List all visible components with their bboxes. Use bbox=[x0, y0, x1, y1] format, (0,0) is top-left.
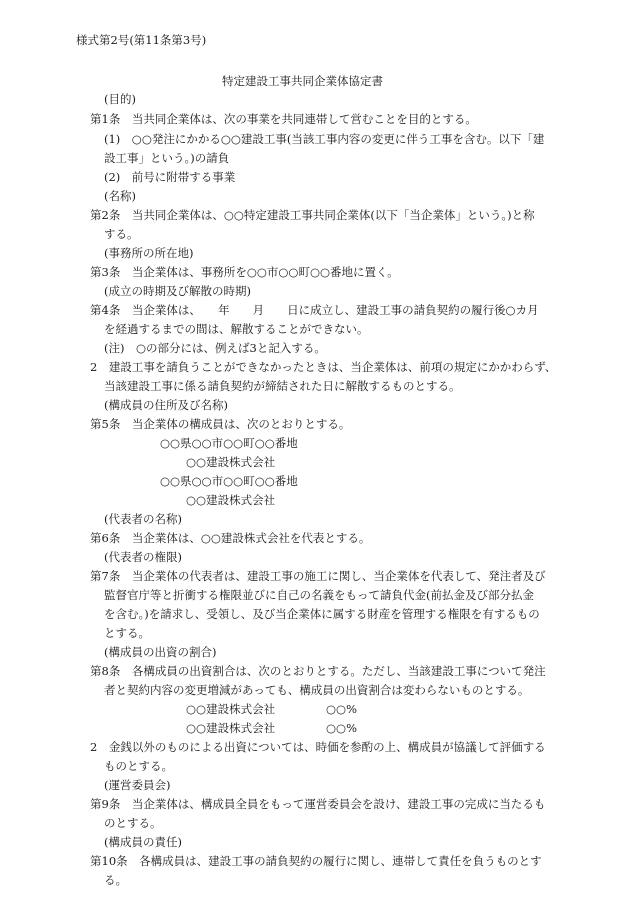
caption-responsibility: (構成員の責任) bbox=[104, 835, 182, 849]
article-4-note: (注) ○の部分には、例えば3と記入する。 bbox=[104, 341, 326, 355]
article-1: 第1条 当共同企業体は、次の事業を共同連帯して営むことを目的とする。 bbox=[90, 112, 477, 126]
investment-share-1: ○○% bbox=[326, 702, 357, 716]
article-7-cont-1: 監督官庁等と折衝する権限並びに自己の名義をもって請負代金(前払金及び部分払金 bbox=[104, 588, 534, 602]
article-1-item-1: (1) ○○発注にかかる○○建設工事(当該工事内容の変更に伴う工事を含む。以下「建 bbox=[104, 132, 545, 146]
article-5: 第5条 当企業体の構成員は、次のとおりとする。 bbox=[90, 417, 351, 431]
caption-office: (事務所の所在地) bbox=[104, 246, 194, 260]
article-4-para-2-cont: 当該建設工事に係る請負契約が締結された日に解散するものとする。 bbox=[104, 379, 461, 393]
member-2-address: ○○県○○市○○町○○番地 bbox=[160, 474, 298, 488]
article-9-cont: のとする。 bbox=[104, 816, 162, 830]
caption-name: (名称) bbox=[104, 189, 136, 203]
article-8-para-2: 2 金銭以外のものによる出資については、時価を参酌の上、構成員が協議して評価する bbox=[90, 740, 546, 754]
caption-committee: (運営委員会) bbox=[104, 778, 171, 792]
article-7-cont-3: とする。 bbox=[104, 626, 150, 640]
article-3: 第3条 当企業体は、事務所を○○市○○町○○番地に置く。 bbox=[90, 265, 399, 279]
article-4: 第4条 当企業体は、 年 月 日に成立し、建設工事の請負契約の履行後○カ月 bbox=[90, 303, 539, 317]
caption-investment: (構成員の出資の割合) bbox=[104, 645, 217, 659]
article-8-para-2-cont: ものとする。 bbox=[104, 759, 173, 773]
caption-purpose: (目的) bbox=[104, 92, 136, 106]
form-number: 様式第2号(第11条第3号) bbox=[76, 33, 207, 47]
caption-authority: (代表者の権限) bbox=[104, 550, 182, 564]
article-8-cont: 者と契約内容の変更増減があっても、構成員の出資割合は変わらないものとする。 bbox=[104, 683, 530, 697]
investment-member-2: ○○建設株式会社 bbox=[186, 721, 276, 735]
article-9: 第9条 当企業体は、構成員全員をもって運営委員会を設け、建設工事の完成に当たるも bbox=[90, 797, 546, 811]
article-7-cont-2: を含む。)を請求し、受領し、及び当企業体に属する財産を管理する権限を有するもの bbox=[104, 607, 540, 621]
article-7: 第7条 当企業体の代表者は、建設工事の施工に関し、当企業体を代表して、発注者及び bbox=[90, 569, 546, 583]
caption-members: (構成員の住所及び名称) bbox=[104, 398, 228, 412]
article-2-cont: する。 bbox=[104, 227, 139, 241]
article-8: 第8条 各構成員の出資割合は、次のとおりとする。ただし、当該建設工事について発注 bbox=[90, 664, 546, 678]
investment-share-2: ○○% bbox=[326, 721, 357, 735]
article-1-item-1-cont: 設工事」という。)の請負 bbox=[104, 151, 230, 165]
article-4-cont: を経過するまでの間は、解散することができない。 bbox=[104, 322, 369, 336]
member-1-name: ○○建設株式会社 bbox=[186, 455, 276, 469]
document-title: 特定建設工事共同企業体協定書 bbox=[222, 74, 383, 88]
member-1-address: ○○県○○市○○町○○番地 bbox=[160, 436, 298, 450]
investment-member-1: ○○建設株式会社 bbox=[186, 702, 276, 716]
article-6: 第6条 当企業体は、○○建設株式会社を代表とする。 bbox=[90, 531, 371, 545]
caption-period: (成立の時期及び解散の時期) bbox=[104, 284, 251, 298]
article-2: 第2条 当共同企業体は、○○特定建設工事共同企業体(以下「当企業体」という。)と称 bbox=[90, 208, 535, 222]
article-10: 第10条 各構成員は、建設工事の請負契約の履行に関し、連帯して責任を負うものとす bbox=[90, 854, 542, 868]
member-2-name: ○○建設株式会社 bbox=[186, 493, 276, 507]
article-4-para-2: 2 建設工事を請負うことができなかったときは、当企業体は、前項の規定にかかわらず、 bbox=[90, 360, 557, 374]
article-10-cont: る。 bbox=[104, 873, 127, 887]
caption-representative: (代表者の名称) bbox=[104, 512, 182, 526]
article-1-item-2: (2) 前号に附帯する事業 bbox=[104, 170, 236, 184]
